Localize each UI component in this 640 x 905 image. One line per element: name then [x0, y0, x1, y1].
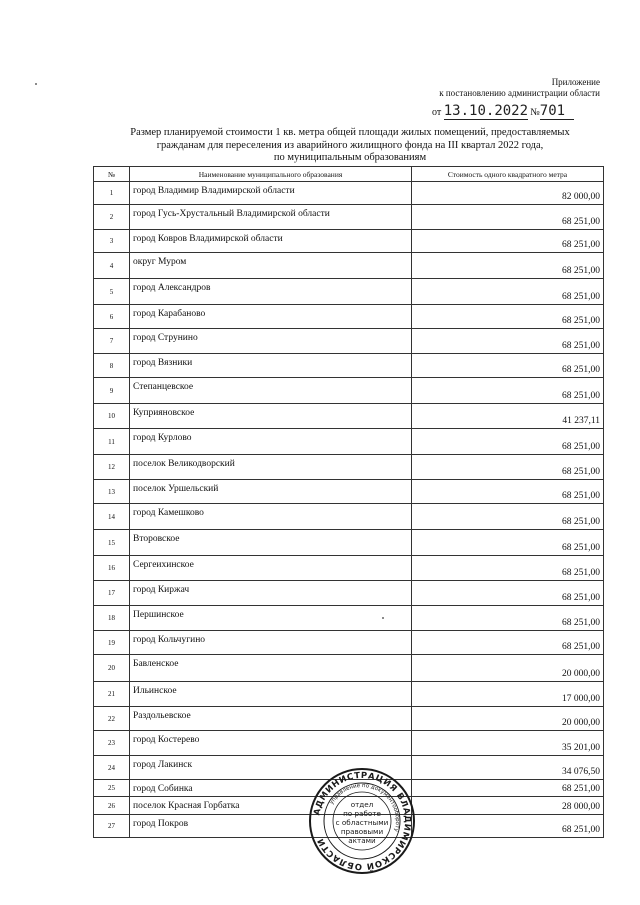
- municipality-name: город Владимир Владимирской области: [130, 182, 412, 205]
- order-line: [432, 103, 574, 120]
- municipality-name: город Александров: [130, 279, 412, 305]
- table-row: [94, 329, 604, 354]
- row-number: 24: [94, 756, 130, 780]
- cost-value: 68 251,00: [412, 354, 604, 378]
- cost-value: 68 251,00: [412, 455, 604, 480]
- row-number: 9: [94, 378, 130, 404]
- stamp-center: [336, 800, 389, 845]
- row-number: 27: [94, 815, 130, 838]
- row-number: 25: [94, 780, 130, 797]
- number-prefix: №: [530, 107, 540, 118]
- row-number: 6: [94, 305, 130, 329]
- cost-value: 68 251,00: [412, 581, 604, 606]
- municipality-name: округ Муром: [130, 253, 412, 279]
- table-row: [94, 182, 604, 205]
- table-row: [94, 606, 604, 631]
- cost-value: 68 251,00: [412, 480, 604, 504]
- municipality-name: город Покров: [130, 815, 412, 838]
- cost-value: 20 000,00: [412, 655, 604, 682]
- municipality-name: город Курлово: [130, 429, 412, 455]
- municipality-name: город Ковров Владимирской области: [130, 230, 412, 253]
- document-title: [100, 127, 600, 165]
- table-row: [94, 581, 604, 606]
- table-header-row: [94, 167, 604, 182]
- cost-value: 68 251,00: [412, 378, 604, 404]
- row-number: 17: [94, 581, 130, 606]
- table-row: [94, 455, 604, 480]
- stamp-line-5: актами: [348, 836, 376, 845]
- title-line-3: по муниципальным образованиям: [273, 152, 427, 163]
- table-row: [94, 404, 604, 429]
- stamp-ring-text: АДМИНИСТРАЦИЯ ВЛАДИМИРСКОЙ ОБЛАСТИ: [312, 770, 413, 872]
- appendix-label: Приложение: [551, 77, 600, 87]
- municipality-name: Сергеихинское: [130, 556, 412, 581]
- table-row: [94, 631, 604, 655]
- row-number: 11: [94, 429, 130, 455]
- row-number: 5: [94, 279, 130, 305]
- stamp-line-2: по работе: [343, 809, 381, 818]
- table-row: [94, 354, 604, 378]
- municipality-name: город Киржач: [130, 581, 412, 606]
- table-row: [94, 205, 604, 230]
- table-row: [94, 480, 604, 504]
- table-row: [94, 429, 604, 455]
- header-number: №: [94, 167, 130, 182]
- cost-value: 68 251,00: [412, 631, 604, 655]
- municipality-name: город Камешково: [130, 504, 412, 530]
- municipality-name: Першинское: [130, 606, 412, 631]
- municipality-name: город Костерево: [130, 731, 412, 756]
- cost-value: 68 251,00: [412, 230, 604, 253]
- scan-speck: [35, 83, 37, 85]
- date-prefix: от: [432, 107, 442, 118]
- row-number: 22: [94, 707, 130, 731]
- row-number: 3: [94, 230, 130, 253]
- municipality-name: город Лакинск: [130, 756, 412, 780]
- scan-speck: [382, 617, 384, 619]
- order-date: 13.10.2022: [443, 103, 529, 119]
- cost-table: [93, 166, 604, 838]
- row-number: 16: [94, 556, 130, 581]
- row-number: 2: [94, 205, 130, 230]
- cost-value: 68 251,00: [412, 253, 604, 279]
- cost-value: 68 251,00: [412, 815, 604, 838]
- table-row: [94, 655, 604, 682]
- cost-value: 68 251,00: [412, 606, 604, 631]
- row-number: 1: [94, 182, 130, 205]
- title-line-2: гражданам для переселения из аварийного жилищного фонда на III квартал 2022 года,: [156, 139, 544, 151]
- table-row: [94, 731, 604, 756]
- table-row: [94, 707, 604, 731]
- header-cost: Стоимость одного квадратного метра: [412, 167, 604, 182]
- cost-value: 68 251,00: [412, 279, 604, 305]
- cost-value: 68 251,00: [412, 305, 604, 329]
- municipality-name: Куприяновское: [130, 404, 412, 429]
- cost-value: 68 251,00: [412, 429, 604, 455]
- stamp-inner-ring-text: управление по документообороту: [328, 782, 401, 833]
- municipality-name: Бавленское: [130, 655, 412, 682]
- row-number: 23: [94, 731, 130, 756]
- municipality-name: город Гусь-Хрустальный Владимирской области: [130, 205, 412, 230]
- cost-value: 68 251,00: [412, 504, 604, 530]
- cost-value: 20 000,00: [412, 707, 604, 731]
- municipality-name: Ильинское: [130, 682, 412, 707]
- row-number: 15: [94, 530, 130, 556]
- title-line-1: Размер планируемой стоимости 1 кв. метра общей площади жилых помещений, предоставляемых: [130, 127, 570, 138]
- row-number: 4: [94, 253, 130, 279]
- municipality-name: город Кольчугино: [130, 631, 412, 655]
- cost-value: 68 251,00: [412, 329, 604, 354]
- resolution-label: к постановлению администрации области: [439, 88, 600, 98]
- row-number: 18: [94, 606, 130, 631]
- municipality-name: город Собинка: [130, 780, 412, 797]
- stamp-line-1: отдел: [350, 800, 374, 809]
- table-row: [94, 556, 604, 581]
- row-number: 21: [94, 682, 130, 707]
- cost-value: 28 000,00: [412, 797, 604, 815]
- row-number: 13: [94, 480, 130, 504]
- appendix-header: [439, 77, 600, 99]
- municipality-name: поселок Великодворский: [130, 455, 412, 480]
- cost-value: 82 000,00: [412, 182, 604, 205]
- row-number: 14: [94, 504, 130, 530]
- cost-value: 17 000,00: [412, 682, 604, 707]
- table-row: [94, 305, 604, 329]
- table-row: [94, 378, 604, 404]
- cost-value: 35 201,00: [412, 731, 604, 756]
- row-number: 19: [94, 631, 130, 655]
- row-number: 10: [94, 404, 130, 429]
- stamp-line-3: с областными: [335, 818, 389, 827]
- official-stamp: [308, 767, 416, 875]
- municipality-name: поселок Красная Горбатка: [130, 797, 412, 815]
- municipality-name: город Вязники: [130, 354, 412, 378]
- row-number: 7: [94, 329, 130, 354]
- table-row: [94, 682, 604, 707]
- table-row: [94, 504, 604, 530]
- row-number: 12: [94, 455, 130, 480]
- header-municipality: Наименование муниципального образования: [130, 167, 412, 182]
- cost-value: 68 251,00: [412, 780, 604, 797]
- table-row: [94, 253, 604, 279]
- table-row: [94, 279, 604, 305]
- municipality-name: город Карабаново: [130, 305, 412, 329]
- cost-value: 68 251,00: [412, 556, 604, 581]
- municipality-name: Раздольевское: [130, 707, 412, 731]
- cost-value: 34 076,50: [412, 756, 604, 780]
- municipality-name: Второвское: [130, 530, 412, 556]
- table-row: [94, 530, 604, 556]
- cost-value: 68 251,00: [412, 205, 604, 230]
- municipality-name: Степанцевское: [130, 378, 412, 404]
- order-number: 701: [539, 103, 566, 119]
- row-number: 26: [94, 797, 130, 815]
- municipality-name: город Струнино: [130, 329, 412, 354]
- cost-value: 68 251,00: [412, 530, 604, 556]
- row-number: 20: [94, 655, 130, 682]
- municipality-name: поселок Уршельский: [130, 480, 412, 504]
- cost-value: 41 237,11: [412, 404, 604, 429]
- table-row: [94, 230, 604, 253]
- stamp-line-4: правовыми: [340, 827, 384, 836]
- row-number: 8: [94, 354, 130, 378]
